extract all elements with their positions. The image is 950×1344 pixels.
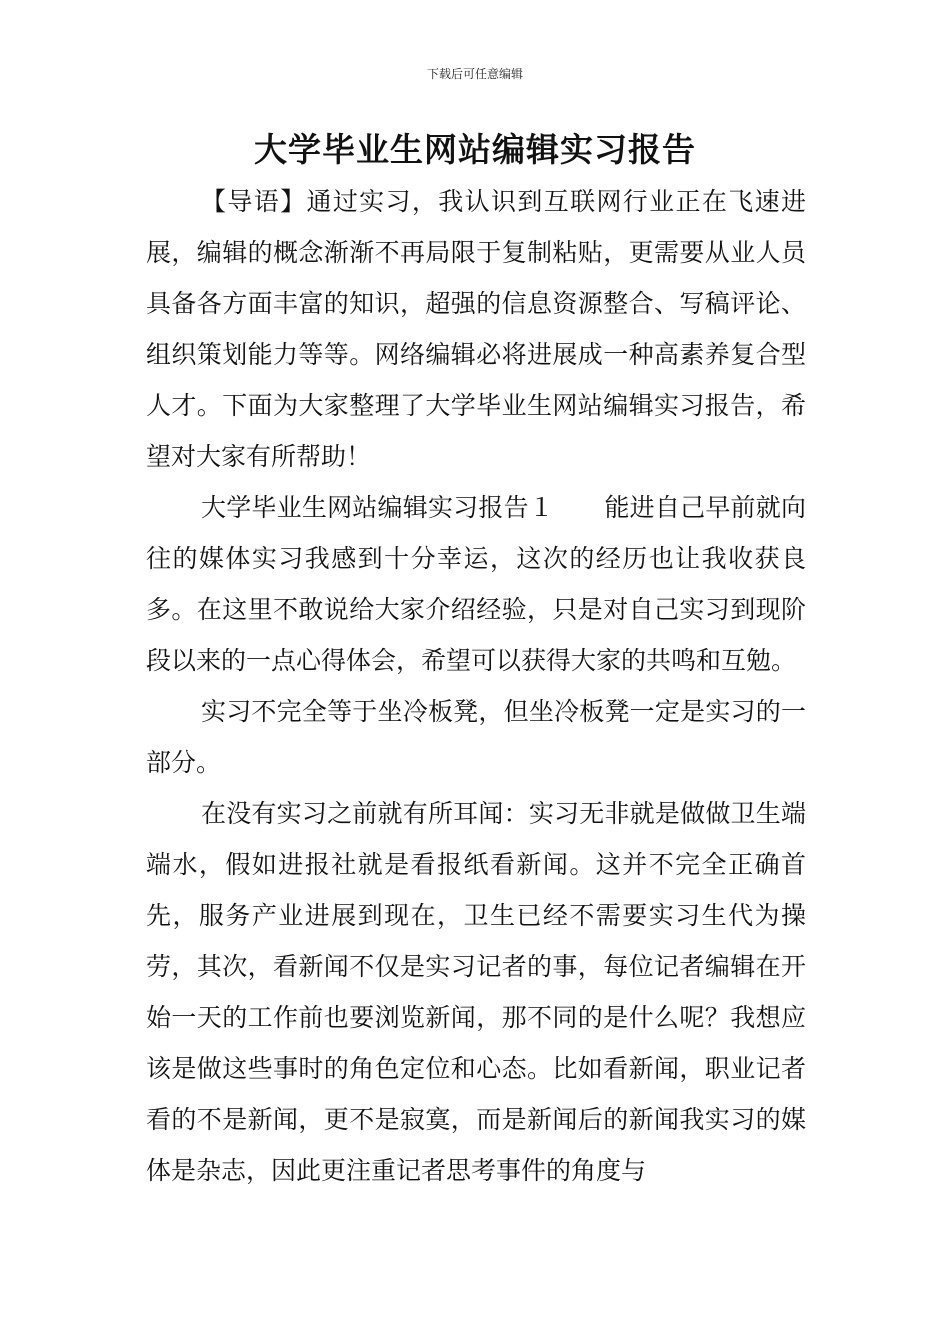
document-body [146,176,806,1196]
paragraph-before-internship: 在没有实习之前就有所耳闻：实习无非就是做做卫生端端水，假如进报社就是看报纸看新闻。这并不完全正确首先，服务产业进展到现在，卫生已经不需要实习生代为操劳，其次，看新闻不仅是实习记者的事，每位记者编辑在开始一天的工作前也要浏览新闻，那不同的是什么呢？我想应该是做这些事时的角色定位和心态。比如看新闻，职业记者看的不是新闻，更不是寂寞，而是新闻后的新闻我实习的媒体是杂志，因此更注重记者思考事件的角度与 [146,799,806,1185]
document-title: 大学毕业生网站编辑实习报告 [254,130,696,169]
paragraph-internship-bench: 实习不完全等于坐冷板凳，但坐冷板凳一定是实习的一部分。 [146,697,806,777]
paragraph-intro: 【导语】通过实习，我认识到互联网行业正在飞速进展，编辑的概念渐渐不再局限于复制粘贴，更需要从业人员具备各方面丰富的知识，超强的信息资源整合、写稿评论、组织策划能力等等。网络编辑必将进展成一种高素养复合型人才。下面为大家整理了大学毕业生网站编辑实习报告，希望对大家有所帮助！ [146,187,806,471]
page-header-note: 下载后可任意编辑 [426,67,523,81]
paragraph-report-1: 大学毕业生网站编辑实习报告１ 能进自己早前就向往的媒体实习我感到十分幸运，这次的经历也让我收获良多。在这里不敢说给大家介绍经验，只是对自己实习到现阶段以来的一点心得体会，希望可以获得大家的共鸣和互勉。 [146,493,806,675]
